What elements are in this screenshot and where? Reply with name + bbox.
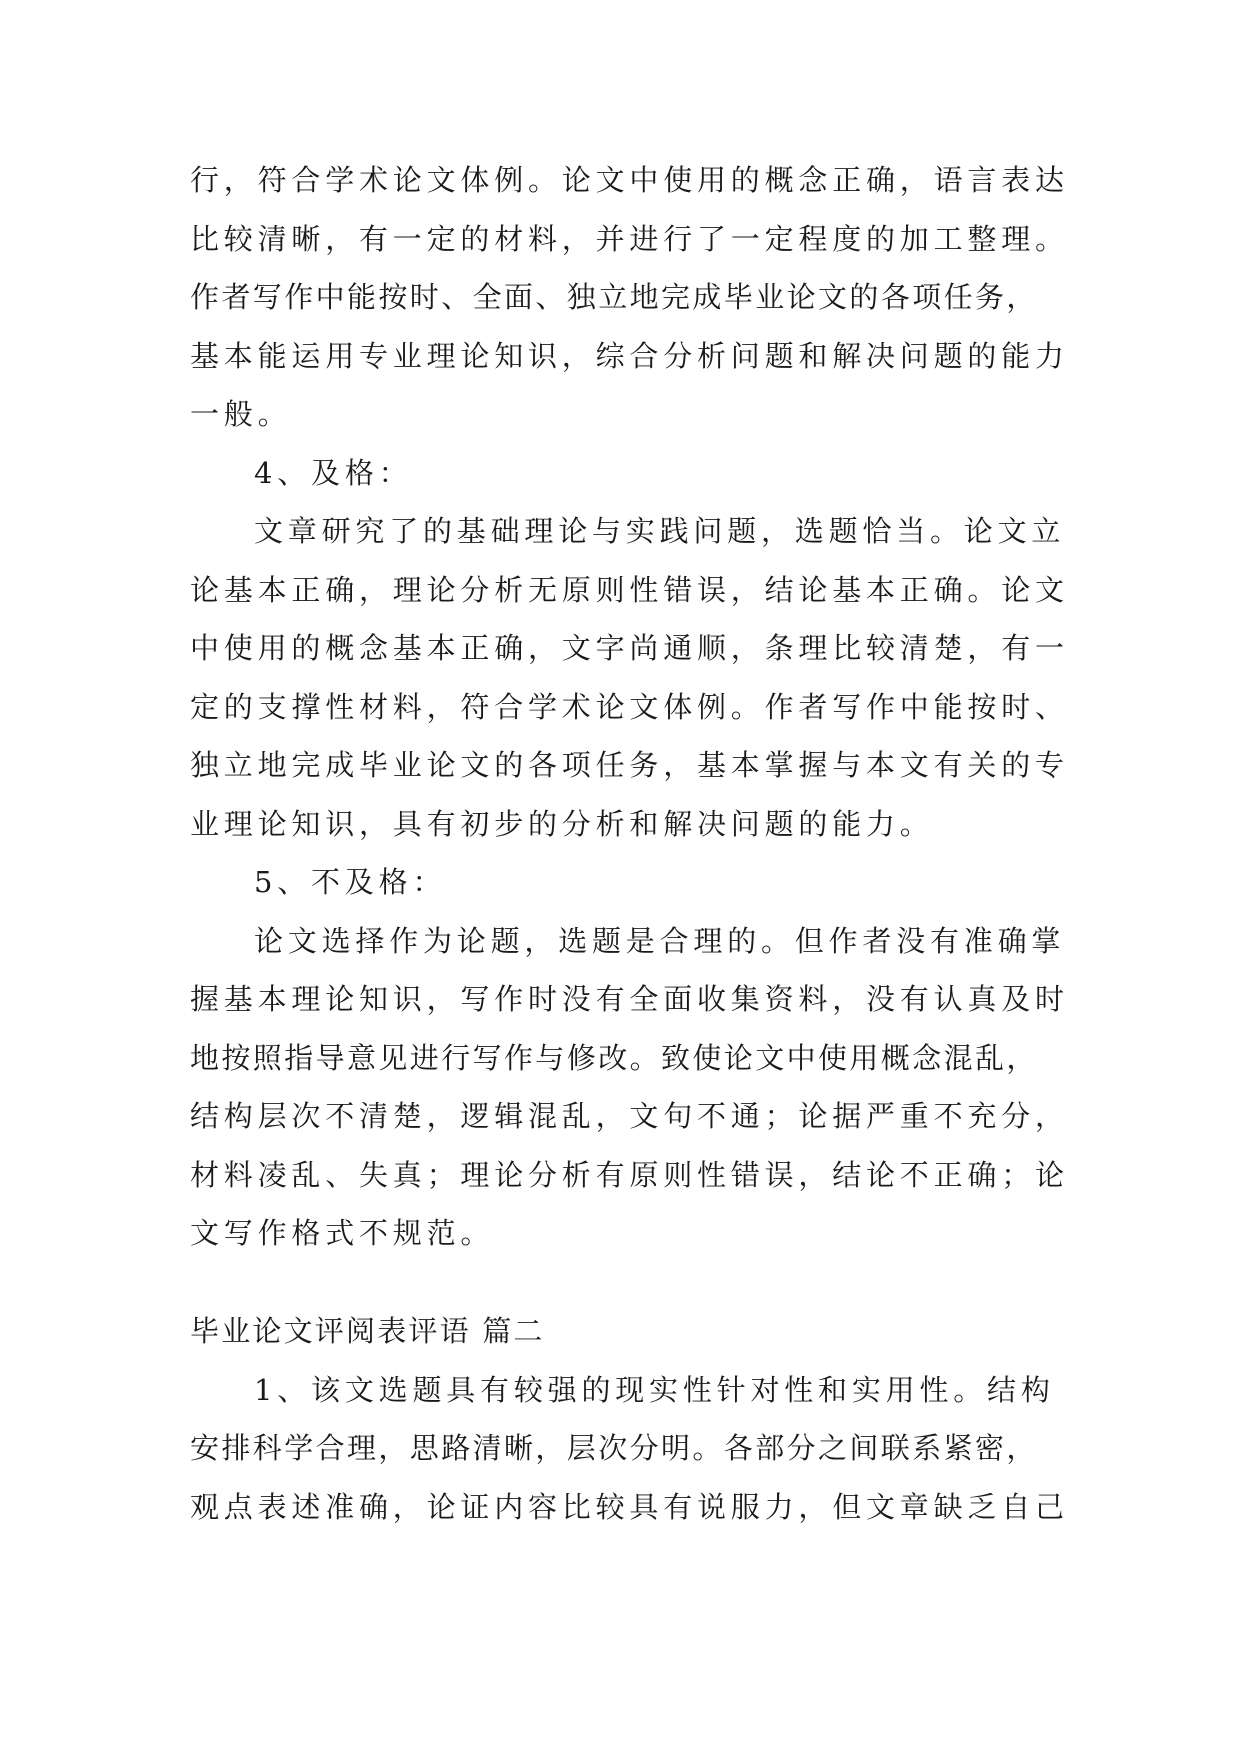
text-line: 独立地完成毕业论文的各项任务，基本掌握与本文有关的专: [190, 748, 1069, 782]
text-line: 中使用的概念基本正确，文字尚通顺，条理比较清楚，有一: [190, 631, 1069, 665]
text-line: 论基本正确，理论分析无原则性错误，结论基本正确。论文: [190, 572, 1069, 607]
text-line: 文章研究了的基础理论与实践问题，选题恰当。论文立: [254, 514, 1066, 548]
text-line: 安排科学合理，思路清晰，层次分明。各部分之间联系紧密，: [190, 1431, 1038, 1465]
text-line: 1、该文选题具有较强的现实性针对性和实用性。结构: [254, 1372, 1055, 1407]
text-line: 材料凌乱、失真；理论分析有原则性错误，结论不正确；论: [190, 1157, 1069, 1192]
text-line: 握基本理论知识，写作时没有全面收集资料，没有认真及时: [190, 982, 1069, 1016]
document-page: [190, 160, 1069, 1545]
text-line: 比较清晰，有一定的材料，并进行了一定程度的加工整理。: [190, 221, 1069, 256]
text-line: 地按照指导意见进行写作与修改。致使论文中使用概念混乱，: [190, 1040, 1038, 1075]
text-line: 观点表述准确，论证内容比较具有说服力，但文章缺乏自己: [190, 1489, 1069, 1524]
text-line: 一般。: [190, 397, 292, 431]
text-line: 文写作格式不规范。: [190, 1216, 495, 1250]
text-line: 业理论知识，具有初步的分析和解决问题的能力。: [190, 806, 934, 841]
text-line: 定的支撑性材料，符合学术论文体例。作者写作中能按时、: [190, 689, 1069, 724]
text-line: 作者写作中能按时、全面、独立地完成毕业论文的各项任务，: [190, 280, 1038, 314]
text-line: 行，符合学术论文体例。论文中使用的概念正确，语言表达: [190, 163, 1069, 197]
text-line: 基本能运用专业理论知识，综合分析问题和解决问题的能力: [190, 338, 1069, 373]
text-line: 结构层次不清楚，逻辑混乱，文句不通；论据严重不充分，: [190, 1099, 1069, 1133]
item-heading-pass: 4、及格：: [254, 455, 413, 490]
text-line: 论文选择作为论题，选题是合理的。但作者没有准确掌: [254, 923, 1066, 958]
item-heading-fail: 5、不及格：: [254, 865, 447, 899]
section-heading: 毕业论文评阅表评语 篇二: [190, 1314, 545, 1348]
